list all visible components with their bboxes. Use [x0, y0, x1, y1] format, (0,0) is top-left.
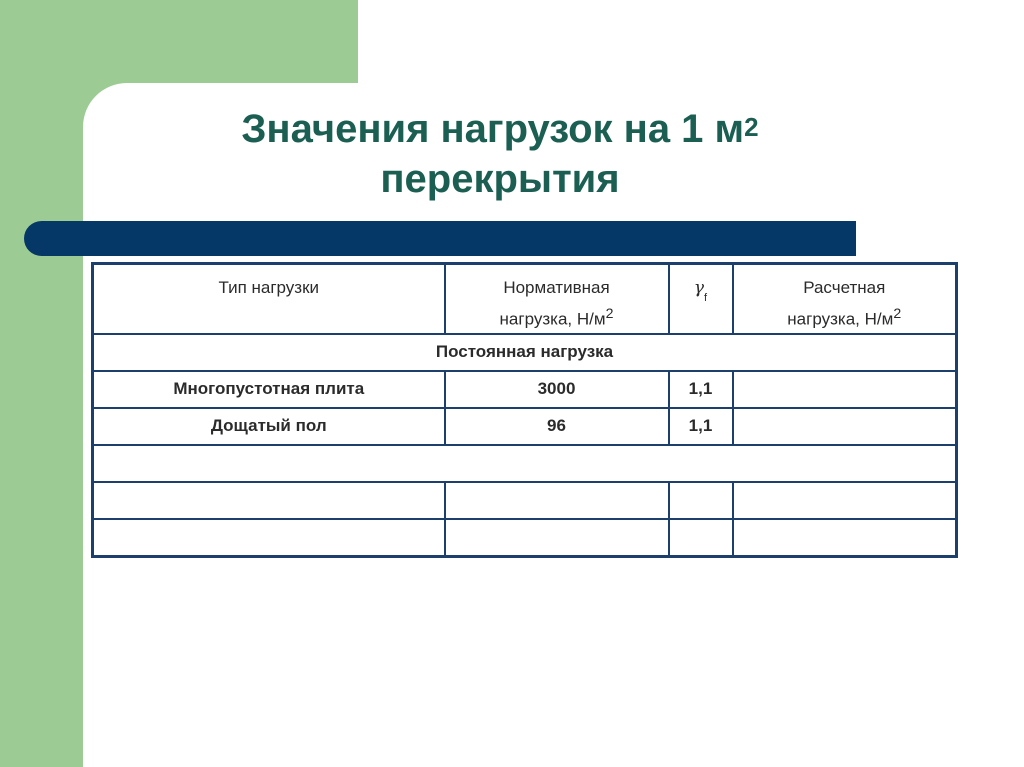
cell-gamma: 1,1 [669, 371, 733, 408]
title-superscript: 2 [744, 112, 759, 142]
empty-cell [733, 482, 957, 519]
empty-merged-row [93, 445, 957, 482]
empty-cell [93, 482, 445, 519]
cell-normative: 3000 [445, 371, 669, 408]
section-row-permanent [93, 334, 957, 371]
empty-cell [733, 519, 957, 557]
table-header-row [93, 264, 957, 334]
empty-cell [93, 445, 957, 482]
header-load-type: Тип нагрузки [93, 264, 445, 334]
cell-design [733, 408, 957, 445]
empty-cell [445, 482, 669, 519]
empty-row [93, 482, 957, 519]
empty-cell [445, 519, 669, 557]
header-gamma-f: $\gamma_{_f}$ [669, 264, 733, 334]
cell-normative: 96 [445, 408, 669, 445]
loads-table [91, 262, 958, 558]
cell-design [733, 371, 957, 408]
empty-cell [669, 519, 733, 557]
slide-title [180, 104, 820, 204]
empty-row [93, 519, 957, 557]
empty-cell [93, 519, 445, 557]
cell-load-type: Дощатый пол [93, 408, 445, 445]
decorative-navy-bar [24, 221, 856, 256]
title-line-2: перекрытия [380, 157, 620, 201]
section-label: Постоянная нагрузка [93, 334, 957, 371]
header-normative-load: Нормативная нагрузка, $Н/м^2$ [445, 264, 669, 334]
cell-load-type: Многопустотная плита [93, 371, 445, 408]
table-row [93, 371, 957, 408]
header-design-load: Расчетная нагрузка, $Н/м^2$ [733, 264, 957, 334]
table-row [93, 408, 957, 445]
title-line-1: Значения нагрузок на 1 м [241, 107, 745, 151]
empty-cell [669, 482, 733, 519]
cell-gamma: 1,1 [669, 408, 733, 445]
